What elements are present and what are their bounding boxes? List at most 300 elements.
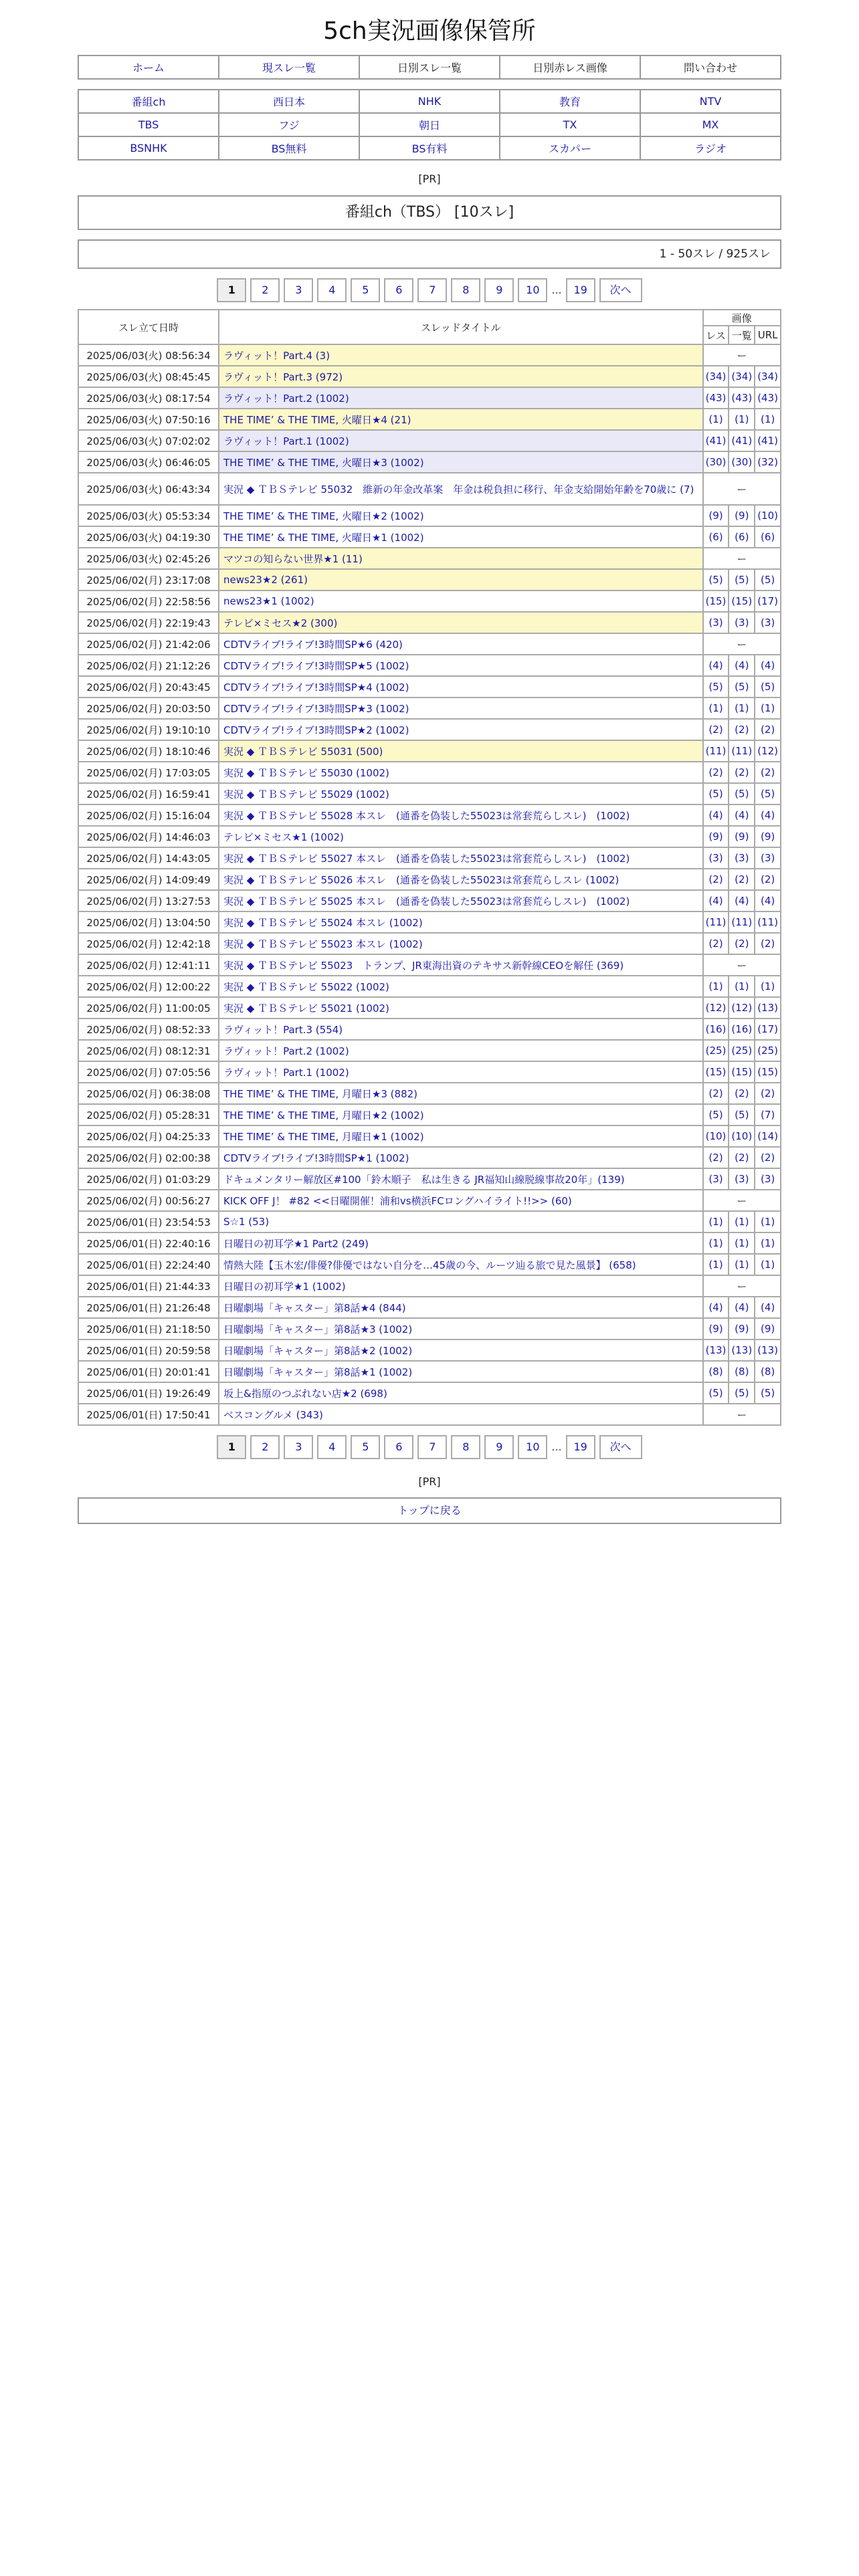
url-image-count-link[interactable]: (43) xyxy=(755,387,781,409)
thread-row xyxy=(78,1275,781,1297)
page-link-last[interactable]: 19 xyxy=(566,278,595,302)
thread-row xyxy=(78,697,781,719)
url-image-count-link[interactable]: (3) xyxy=(755,847,781,869)
thread-date: 2025/06/02(月) 12:00:22 xyxy=(78,976,219,997)
page-link[interactable]: 4 xyxy=(317,1435,347,1459)
res-image-count-link[interactable]: (2) xyxy=(703,1147,729,1168)
top-nav-label: 問い合わせ xyxy=(683,62,737,74)
list-image-count-link[interactable]: (1) xyxy=(729,1254,755,1275)
thread-title-link[interactable]: CDTVライブ!ライブ!3時間SP★6 (420) xyxy=(219,633,703,655)
res-image-count-link[interactable]: (10) xyxy=(703,1125,729,1147)
thread-row xyxy=(78,1297,781,1318)
url-image-count-link[interactable]: (2) xyxy=(755,1147,781,1168)
list-image-count-link[interactable]: (10) xyxy=(729,1125,755,1147)
res-image-count-link[interactable]: (1) xyxy=(703,1254,729,1275)
list-image-count-link[interactable]: (4) xyxy=(729,804,755,826)
category-nav-item[interactable] xyxy=(500,136,640,160)
res-image-count-link[interactable]: (25) xyxy=(703,1040,729,1061)
url-image-count-link[interactable]: (5) xyxy=(755,569,781,591)
category-nav-label: 朝日 xyxy=(418,119,440,132)
res-image-count-link[interactable]: (1) xyxy=(703,409,729,430)
thread-title-link[interactable]: 実況 ◆ ＴＢＳテレビ 55022 (1002) xyxy=(219,976,703,997)
thread-row xyxy=(78,633,781,655)
res-image-count-link[interactable]: (11) xyxy=(703,740,729,762)
list-image-count-link[interactable]: (3) xyxy=(729,847,755,869)
thread-title-link[interactable]: 実況 ◆ ＴＢＳテレビ 55031 (500) xyxy=(219,740,703,762)
url-image-count-link[interactable]: (4) xyxy=(755,804,781,826)
thread-row xyxy=(78,569,781,591)
url-image-count-link[interactable]: (5) xyxy=(755,676,781,697)
res-image-count-link[interactable]: (16) xyxy=(703,1018,729,1040)
res-image-count-link[interactable]: (1) xyxy=(703,697,729,719)
page-link[interactable]: 7 xyxy=(417,278,447,302)
url-image-count-link[interactable]: (15) xyxy=(755,1061,781,1083)
thread-row xyxy=(78,762,781,783)
thread-date: 2025/06/02(月) 01:03:29 xyxy=(78,1168,219,1190)
page-link[interactable]: 5 xyxy=(351,1435,380,1459)
thread-date: 2025/06/03(火) 05:53:34 xyxy=(78,505,219,526)
thread-title-link[interactable]: 実況 ◆ ＴＢＳテレビ 55024 本スレ (1002) xyxy=(219,911,703,933)
thread-title-link[interactable]: THE TIME’ & THE TIME, 火曜日★1 (1002) xyxy=(219,526,703,548)
thread-row xyxy=(78,1254,781,1275)
next-page-button[interactable]: 次へ xyxy=(599,1435,642,1459)
url-image-count-link[interactable]: (5) xyxy=(755,1382,781,1404)
thread-title-link[interactable]: 実況 ◆ ＴＢＳテレビ 55025 本スレ (通番を偽装した55023は常套荒らしスレ) (1002) xyxy=(219,890,703,911)
top-nav-item[interactable] xyxy=(640,56,781,79)
page-link[interactable]: 4 xyxy=(317,278,347,302)
pr-label-bottom[interactable]: [PR] xyxy=(418,1475,441,1488)
url-image-count-link[interactable]: (10) xyxy=(755,505,781,526)
list-image-count-link[interactable]: (9) xyxy=(729,826,755,847)
page-link[interactable]: 2 xyxy=(250,278,280,302)
category-nav-item[interactable] xyxy=(78,136,219,160)
res-image-count-link[interactable]: (3) xyxy=(703,1168,729,1190)
thread-date: 2025/06/02(月) 19:10:10 xyxy=(78,719,219,740)
thread-title-link[interactable]: ラヴィット！Part.2 (1002) xyxy=(219,1040,703,1061)
res-image-count-link[interactable]: (5) xyxy=(703,1104,729,1125)
url-image-count-link[interactable]: (3) xyxy=(755,612,781,633)
page-link[interactable]: 3 xyxy=(284,1435,313,1459)
thread-title-link[interactable]: 日曜日の初耳学★1 (1002) xyxy=(219,1275,703,1297)
thread-title-link[interactable]: KICK OFF J！ #82 <<日曜開催！浦和vs横浜FCロングハイライト!!>> (60) xyxy=(219,1190,703,1211)
thread-date: 2025/06/01(日) 20:01:41 xyxy=(78,1361,219,1382)
thread-title-link[interactable]: 実況 ◆ ＴＢＳテレビ 55030 (1002) xyxy=(219,762,703,783)
thread-title-link[interactable]: 日曜劇場「キャスター」第8話★2 (1002) xyxy=(219,1339,703,1361)
res-image-count-link[interactable]: (1) xyxy=(703,1211,729,1232)
list-image-count-link[interactable]: (2) xyxy=(729,1083,755,1104)
thread-date: 2025/06/02(月) 23:17:08 xyxy=(78,569,219,591)
thread-title-link[interactable]: 日曜劇場「キャスター」第8話★3 (1002) xyxy=(219,1318,703,1339)
list-image-count-link[interactable]: (11) xyxy=(729,911,755,933)
url-image-count-link[interactable]: (9) xyxy=(755,826,781,847)
top-nav-item[interactable] xyxy=(500,56,640,79)
res-image-count-link[interactable]: (5) xyxy=(703,676,729,697)
no-image-mark: ー xyxy=(703,1404,781,1425)
thread-title-link[interactable]: 実況 ◆ ＴＢＳテレビ 55032 維新の年金改革案 年金は税負担に移行、年金支給開始年齢を70歳に (7) xyxy=(219,473,703,505)
res-image-count-link[interactable]: (5) xyxy=(703,783,729,804)
page-link[interactable]: 1 xyxy=(217,1435,246,1459)
no-image-mark: ー xyxy=(703,1275,781,1297)
header-url: URL xyxy=(755,326,781,344)
url-image-count-link[interactable]: (2) xyxy=(755,1083,781,1104)
thread-row xyxy=(78,526,781,548)
thread-title-link[interactable]: 実況 ◆ ＴＢＳテレビ 55023 本スレ (1002) xyxy=(219,933,703,954)
thread-date: 2025/06/02(月) 22:19:43 xyxy=(78,612,219,633)
page-link[interactable]: 5 xyxy=(351,278,380,302)
thread-date: 2025/06/02(月) 12:41:11 xyxy=(78,954,219,976)
thread-row xyxy=(78,954,781,976)
res-image-count-link[interactable]: (13) xyxy=(703,1339,729,1361)
thread-title-link[interactable]: news23★2 (261) xyxy=(219,569,703,591)
thread-title-link[interactable]: S☆1 (53) xyxy=(219,1211,703,1232)
url-image-count-link[interactable]: (13) xyxy=(755,1339,781,1361)
url-image-count-link[interactable]: (34) xyxy=(755,366,781,387)
thread-title-link[interactable]: news23★1 (1002) xyxy=(219,591,703,612)
thread-title-link[interactable]: マツコの知らない世界★1 (11) xyxy=(219,548,703,569)
url-image-count-link[interactable]: (2) xyxy=(755,869,781,890)
thread-title-link[interactable]: ベスコングルメ (343) xyxy=(219,1404,703,1425)
section-title: 番組ch（TBS） [10スレ] xyxy=(78,195,781,230)
thread-title-link[interactable]: 日曜劇場「キャスター」第8話★4 (844) xyxy=(219,1297,703,1318)
list-image-count-link[interactable]: (2) xyxy=(729,933,755,954)
thread-row xyxy=(78,548,781,569)
thread-date: 2025/06/01(日) 23:54:53 xyxy=(78,1211,219,1232)
thread-title-link[interactable]: THE TIME’ & THE TIME, 月曜日★1 (1002) xyxy=(219,1125,703,1147)
thread-date: 2025/06/01(日) 22:40:16 xyxy=(78,1232,219,1254)
thread-title-link[interactable]: 実況 ◆ ＴＢＳテレビ 55021 (1002) xyxy=(219,997,703,1018)
thread-title-link[interactable]: CDTVライブ!ライブ!3時間SP★2 (1002) xyxy=(219,719,703,740)
thread-row xyxy=(78,1232,781,1254)
url-image-count-link[interactable]: (1) xyxy=(755,409,781,430)
list-image-count-link[interactable]: (5) xyxy=(729,676,755,697)
page-link[interactable]: 1 xyxy=(217,278,246,302)
thread-date: 2025/06/01(日) 22:24:40 xyxy=(78,1254,219,1275)
res-image-count-link[interactable]: (1) xyxy=(703,976,729,997)
url-image-count-link[interactable]: (25) xyxy=(755,1040,781,1061)
page-ellipsis: ... xyxy=(551,284,562,296)
no-image-mark: ー xyxy=(703,954,781,976)
url-image-count-link[interactable]: (4) xyxy=(755,890,781,911)
page-link[interactable]: 7 xyxy=(417,1435,447,1459)
url-image-count-link[interactable]: (4) xyxy=(755,655,781,676)
category-nav-item[interactable] xyxy=(219,90,359,113)
thread-title-link[interactable]: ラヴィット！Part.2 (1002) xyxy=(219,387,703,409)
category-nav-item[interactable] xyxy=(359,90,500,113)
res-image-count-link[interactable]: (2) xyxy=(703,1083,729,1104)
no-image-mark: ー xyxy=(703,344,781,366)
thread-title-link[interactable]: THE TIME’ & THE TIME, 火曜日★3 (1002) xyxy=(219,451,703,473)
category-nav-item[interactable] xyxy=(500,113,640,136)
list-image-count-link[interactable]: (2) xyxy=(729,719,755,740)
url-image-count-link[interactable]: (2) xyxy=(755,719,781,740)
thread-row xyxy=(78,1061,781,1083)
url-image-count-link[interactable]: (1) xyxy=(755,1211,781,1232)
list-image-count-link[interactable]: (30) xyxy=(729,451,755,473)
thread-title-link[interactable]: ラヴィット！Part.3 (554) xyxy=(219,1018,703,1040)
page-link[interactable]: 8 xyxy=(451,278,480,302)
thread-title-link[interactable]: 実況 ◆ ＴＢＳテレビ 55028 本スレ (通番を偽装した55023は常套荒らしスレ) (1002) xyxy=(219,804,703,826)
thread-title-link[interactable]: 実況 ◆ ＴＢＳテレビ 55027 本スレ (通番を偽装した55023は常套荒らしスレ) (1002) xyxy=(219,847,703,869)
thread-date: 2025/06/03(火) 06:43:34 xyxy=(78,473,219,505)
list-image-count-link[interactable]: (2) xyxy=(729,1147,755,1168)
list-image-count-link[interactable]: (3) xyxy=(729,612,755,633)
url-image-count-link[interactable]: (2) xyxy=(755,762,781,783)
url-image-count-link[interactable]: (4) xyxy=(755,1297,781,1318)
res-image-count-link[interactable]: (41) xyxy=(703,430,729,451)
category-nav-item[interactable] xyxy=(78,90,219,113)
page-link[interactable]: 10 xyxy=(518,278,547,302)
thread-row xyxy=(78,387,781,409)
list-image-count-link[interactable]: (1) xyxy=(729,697,755,719)
no-image-mark: ー xyxy=(703,633,781,655)
url-image-count-link[interactable]: (13) xyxy=(755,997,781,1018)
res-image-count-link[interactable]: (2) xyxy=(703,933,729,954)
category-nav-item[interactable] xyxy=(359,113,500,136)
res-image-count-link[interactable]: (12) xyxy=(703,997,729,1018)
list-image-count-link[interactable]: (1) xyxy=(729,1211,755,1232)
list-image-count-link[interactable]: (1) xyxy=(729,1232,755,1254)
category-nav-label: TX xyxy=(563,118,577,131)
res-image-count-link[interactable]: (6) xyxy=(703,526,729,548)
thread-date: 2025/06/02(月) 02:00:38 xyxy=(78,1147,219,1168)
list-image-count-link[interactable]: (2) xyxy=(729,869,755,890)
category-nav-item[interactable] xyxy=(78,113,219,136)
top-nav-item[interactable] xyxy=(78,56,219,79)
res-image-count-link[interactable]: (15) xyxy=(703,591,729,612)
url-image-count-link[interactable]: (3) xyxy=(755,1168,781,1190)
thread-date: 2025/06/03(火) 08:45:45 xyxy=(78,366,219,387)
list-image-count-link[interactable]: (11) xyxy=(729,740,755,762)
thread-title-link[interactable]: 情熱大陸【玉木宏/俳優?俳優ではない自分を…45歳の今、ルーツ辿る旅で見た風景】 (658) xyxy=(219,1254,703,1275)
category-nav-label: 番組ch xyxy=(131,96,166,108)
res-image-count-link[interactable]: (5) xyxy=(703,1382,729,1404)
next-page-button[interactable]: 次へ xyxy=(599,278,642,302)
page-link[interactable]: 3 xyxy=(284,278,313,302)
top-nav-label: ホーム xyxy=(132,62,165,74)
thread-title-link[interactable]: 実況 ◆ ＴＢＳテレビ 55023 トランプ、JR東海出資のテキサス新幹線CEOを解任 (369) xyxy=(219,954,703,976)
thread-date: 2025/06/02(月) 11:00:05 xyxy=(78,997,219,1018)
thread-title-link[interactable]: THE TIME’ & THE TIME, 火曜日★4 (21) xyxy=(219,409,703,430)
list-image-count-link[interactable]: (5) xyxy=(729,783,755,804)
thread-title-link[interactable]: テレビ×ミセス★1 (1002) xyxy=(219,826,703,847)
list-image-count-link[interactable]: (4) xyxy=(729,890,755,911)
thread-row xyxy=(78,1339,781,1361)
thread-row xyxy=(78,655,781,676)
list-image-count-link[interactable]: (1) xyxy=(729,976,755,997)
page-link[interactable]: 6 xyxy=(384,1435,413,1459)
thread-date: 2025/06/02(月) 04:25:33 xyxy=(78,1125,219,1147)
res-image-count-link[interactable]: (43) xyxy=(703,387,729,409)
thread-date: 2025/06/02(月) 14:09:49 xyxy=(78,869,219,890)
thread-title-link[interactable]: ラヴィット！Part.1 (1002) xyxy=(219,1061,703,1083)
list-image-count-link[interactable]: (9) xyxy=(729,505,755,526)
thread-row xyxy=(78,591,781,612)
thread-row xyxy=(78,1125,781,1147)
thread-row xyxy=(78,366,781,387)
list-image-count-link[interactable]: (5) xyxy=(729,1104,755,1125)
page-link[interactable]: 9 xyxy=(484,278,514,302)
pager-bottom xyxy=(78,1435,781,1461)
thread-row xyxy=(78,430,781,451)
thread-title-link[interactable]: ラヴィット！Part.1 (1002) xyxy=(219,430,703,451)
url-image-count-link[interactable]: (41) xyxy=(755,430,781,451)
list-image-count-link[interactable]: (34) xyxy=(729,366,755,387)
thread-row xyxy=(78,676,781,697)
res-image-count-link[interactable]: (9) xyxy=(703,826,729,847)
res-image-count-link[interactable]: (30) xyxy=(703,451,729,473)
thread-title-link[interactable]: ドキュメンタリー解放区#100「鈴木順子 私は生きる JR福知山線脱線事故20年」(139) xyxy=(219,1168,703,1190)
list-image-count-link[interactable]: (15) xyxy=(729,1061,755,1083)
thread-title-link[interactable]: THE TIME’ & THE TIME, 月曜日★2 (1002) xyxy=(219,1104,703,1125)
list-image-count-link[interactable]: (5) xyxy=(729,1382,755,1404)
url-image-count-link[interactable]: (9) xyxy=(755,1318,781,1339)
list-image-count-link[interactable]: (4) xyxy=(729,1297,755,1318)
thread-title-link[interactable]: ラヴィット！Part.4 (3) xyxy=(219,344,703,366)
url-image-count-link[interactable]: (6) xyxy=(755,526,781,548)
res-image-count-link[interactable]: (8) xyxy=(703,1361,729,1382)
thread-date: 2025/06/01(日) 21:44:33 xyxy=(78,1275,219,1297)
thread-title-link[interactable]: THE TIME’ & THE TIME, 火曜日★2 (1002) xyxy=(219,505,703,526)
res-image-count-link[interactable]: (2) xyxy=(703,719,729,740)
res-image-count-link[interactable]: (1) xyxy=(703,1232,729,1254)
thread-title-link[interactable]: 坂上&指原のつぶれない店★2 (698) xyxy=(219,1382,703,1404)
list-image-count-link[interactable]: (3) xyxy=(729,1168,755,1190)
res-image-count-link[interactable]: (4) xyxy=(703,890,729,911)
list-image-count-link[interactable]: (25) xyxy=(729,1040,755,1061)
url-image-count-link[interactable]: (32) xyxy=(755,451,781,473)
url-image-count-link[interactable]: (5) xyxy=(755,783,781,804)
thread-title-link[interactable]: テレビ×ミセス★2 (300) xyxy=(219,612,703,633)
url-image-count-link[interactable]: (2) xyxy=(755,933,781,954)
thread-title-link[interactable]: THE TIME’ & THE TIME, 月曜日★3 (882) xyxy=(219,1083,703,1104)
url-image-count-link[interactable]: (1) xyxy=(755,976,781,997)
thread-title-link[interactable]: CDTVライブ!ライブ!3時間SP★3 (1002) xyxy=(219,697,703,719)
url-image-count-link[interactable]: (17) xyxy=(755,1018,781,1040)
top-nav-label: 日別赤レス画像 xyxy=(533,62,607,74)
page-link[interactable]: 10 xyxy=(518,1435,547,1459)
category-nav-item[interactable] xyxy=(500,90,640,113)
url-image-count-link[interactable]: (1) xyxy=(755,1254,781,1275)
site-title[interactable]: 5ch実況画像保管所 xyxy=(323,17,536,45)
res-image-count-link[interactable]: (15) xyxy=(703,1061,729,1083)
list-image-count-link[interactable]: (43) xyxy=(729,387,755,409)
no-image-mark: ー xyxy=(703,1190,781,1211)
thread-date: 2025/06/02(月) 22:58:56 xyxy=(78,591,219,612)
thread-title-link[interactable]: 日曜劇場「キャスター」第8話★1 (1002) xyxy=(219,1361,703,1382)
category-nav-label: MX xyxy=(702,118,719,131)
thread-date: 2025/06/02(月) 08:12:31 xyxy=(78,1040,219,1061)
list-image-count-link[interactable]: (5) xyxy=(729,569,755,591)
category-nav-item[interactable] xyxy=(640,136,781,160)
top-nav-item[interactable] xyxy=(359,56,500,79)
thread-date: 2025/06/03(火) 02:45:26 xyxy=(78,548,219,569)
page-link[interactable]: 2 xyxy=(250,1435,280,1459)
list-image-count-link[interactable]: (41) xyxy=(729,430,755,451)
thread-title-link[interactable]: CDTVライブ!ライブ!3時間SP★1 (1002) xyxy=(219,1147,703,1168)
category-nav-label: TBS xyxy=(138,118,159,131)
res-image-count-link[interactable]: (5) xyxy=(703,569,729,591)
thread-title-link[interactable]: 実況 ◆ ＴＢＳテレビ 55026 本スレ (通番を偽装した55023は常套荒らしスレ (1002) xyxy=(219,869,703,890)
page-link[interactable]: 6 xyxy=(384,278,413,302)
thread-date: 2025/06/02(月) 12:42:18 xyxy=(78,933,219,954)
url-image-count-link[interactable]: (7) xyxy=(755,1104,781,1125)
thread-date: 2025/06/02(月) 16:59:41 xyxy=(78,783,219,804)
res-image-count-link[interactable]: (4) xyxy=(703,804,729,826)
url-image-count-link[interactable]: (11) xyxy=(755,911,781,933)
res-image-count-link[interactable]: (34) xyxy=(703,366,729,387)
header-title: スレッドタイトル xyxy=(219,310,703,344)
url-image-count-link[interactable]: (8) xyxy=(755,1361,781,1382)
page-link[interactable]: 8 xyxy=(451,1435,480,1459)
res-image-count-link[interactable]: (3) xyxy=(703,612,729,633)
thread-date: 2025/06/02(月) 18:10:46 xyxy=(78,740,219,762)
res-image-count-link[interactable]: (2) xyxy=(703,762,729,783)
thread-title-link[interactable]: 日曜日の初耳学★1 Part2 (249) xyxy=(219,1232,703,1254)
thread-row xyxy=(78,1361,781,1382)
url-image-count-link[interactable]: (1) xyxy=(755,1232,781,1254)
list-image-count-link[interactable]: (6) xyxy=(729,526,755,548)
res-image-count-link[interactable]: (4) xyxy=(703,1297,729,1318)
top-nav xyxy=(78,55,781,80)
res-image-count-link[interactable]: (2) xyxy=(703,869,729,890)
list-image-count-link[interactable]: (13) xyxy=(729,1339,755,1361)
url-image-count-link[interactable]: (17) xyxy=(755,591,781,612)
list-image-count-link[interactable]: (2) xyxy=(729,762,755,783)
thread-date: 2025/06/01(日) 17:50:41 xyxy=(78,1404,219,1425)
res-image-count-link[interactable]: (11) xyxy=(703,911,729,933)
list-image-count-link[interactable]: (8) xyxy=(729,1361,755,1382)
category-nav-item[interactable] xyxy=(640,113,781,136)
thread-date: 2025/06/02(月) 15:16:04 xyxy=(78,804,219,826)
list-image-count-link[interactable]: (1) xyxy=(729,409,755,430)
header-date: スレ立て日時 xyxy=(78,310,219,344)
thread-count: 1 - 50スレ / 925スレ xyxy=(78,239,781,269)
category-nav-label: BSNHK xyxy=(130,142,167,154)
url-image-count-link[interactable]: (14) xyxy=(755,1125,781,1147)
url-image-count-link[interactable]: (1) xyxy=(755,697,781,719)
thread-title-link[interactable]: 実況 ◆ ＴＢＳテレビ 55029 (1002) xyxy=(219,783,703,804)
page-link-last[interactable]: 19 xyxy=(566,1435,595,1459)
back-to-top-button[interactable]: トップに戻る xyxy=(78,1497,781,1524)
list-image-count-link[interactable]: (16) xyxy=(729,1018,755,1040)
page-link[interactable]: 9 xyxy=(484,1435,514,1459)
res-image-count-link[interactable]: (3) xyxy=(703,847,729,869)
url-image-count-link[interactable]: (12) xyxy=(755,740,781,762)
thread-row xyxy=(78,1083,781,1104)
list-image-count-link[interactable]: (15) xyxy=(729,591,755,612)
thread-date: 2025/06/02(月) 07:05:56 xyxy=(78,1061,219,1083)
pr-label[interactable]: [PR] xyxy=(418,173,441,185)
list-image-count-link[interactable]: (12) xyxy=(729,997,755,1018)
top-nav-item[interactable] xyxy=(219,56,359,79)
category-nav-label: スカパー xyxy=(548,142,591,155)
list-image-count-link[interactable]: (9) xyxy=(729,1318,755,1339)
thread-title-link[interactable]: CDTVライブ!ライブ!3時間SP★4 (1002) xyxy=(219,676,703,697)
thread-title-link[interactable]: ラヴィット！Part.3 (972) xyxy=(219,366,703,387)
thread-title-link[interactable]: CDTVライブ!ライブ!3時間SP★5 (1002) xyxy=(219,655,703,676)
thread-date: 2025/06/02(月) 13:27:53 xyxy=(78,890,219,911)
category-nav-label: 教育 xyxy=(559,96,581,108)
res-image-count-link[interactable]: (9) xyxy=(703,1318,729,1339)
category-nav-item[interactable] xyxy=(359,136,500,160)
category-nav-item[interactable] xyxy=(219,136,359,160)
category-nav-item[interactable] xyxy=(640,90,781,113)
category-nav-item[interactable] xyxy=(219,113,359,136)
thread-row xyxy=(78,344,781,366)
res-image-count-link[interactable]: (4) xyxy=(703,655,729,676)
res-image-count-link[interactable]: (9) xyxy=(703,505,729,526)
list-image-count-link[interactable]: (4) xyxy=(729,655,755,676)
